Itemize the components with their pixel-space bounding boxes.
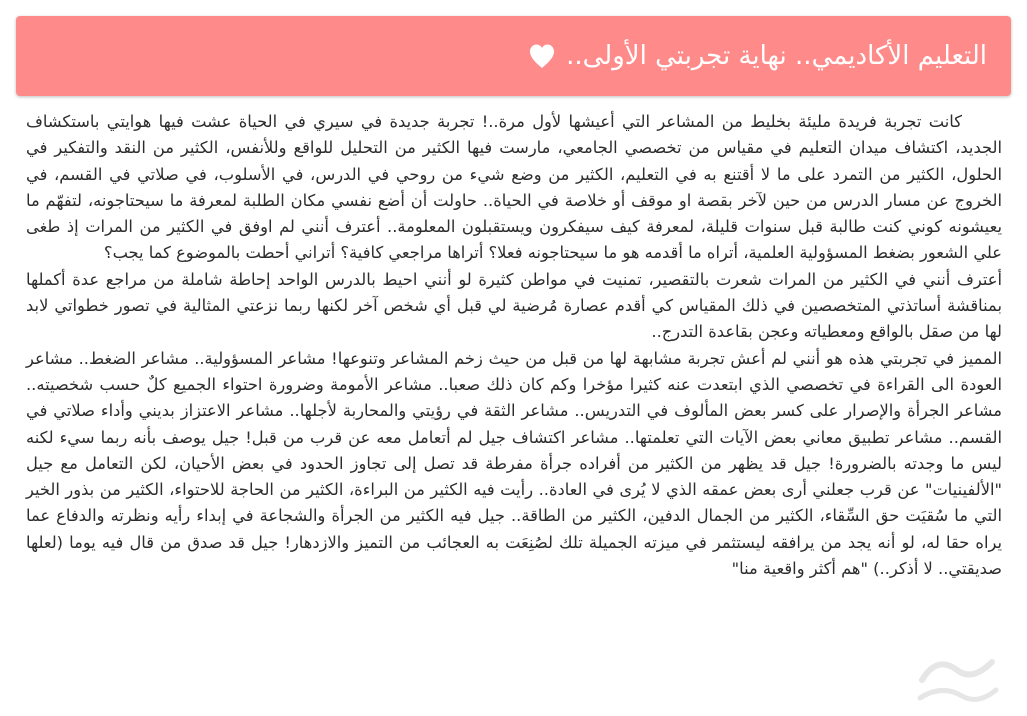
- article-body: [26, 109, 1002, 582]
- heart-icon: [528, 43, 556, 69]
- article-paragraph: كانت تجربة فريدة مليئة بخليط من المشاعر التي أعيشها لأول مرة..! تجربة جديدة في سيري في الحياة عشت فيها هوايتي باستكشاف الجديد، اكتشاف ميدان التعليم في مقياس من تخصصي الجامعي، مارست فيها الكثير من التحليل للواقع وللأنفس، الكثير من النقد والتفكير في الحلول، الكثير من التمرد على ما لا أقتنع به في التعليم، الكثير من وضع شيء من روحي في الدرس، في الأسلوب، في صلاتي في القسم، في الخروج عن مسار الدرس من حين لآخر بقصة او موقف أو خلاصة في الحياة.. حاولت أن أضع نفسي مكان الطلبة لمعرفة ما سيحتاجونه، لتفهّم ما يعيشونه كوني كنت طالبة قبل سنوات قليلة، لمعرفة كيف سيفكرون ويستقبلون المعلومة.. أعترف أنني لم اوفق في الكثير من المرات إذ طغى علي الشعور بضغط المسؤولية العلمية، أتراه ما أقدمه هو ما سيحتاجونه فعلا؟ أتراها مراجعي كافية؟ أتراني أحطت بالموضوع كما يجب؟: [26, 112, 1002, 263]
- article-title: التعليم الأكاديمي.. نهاية تجربتي الأولى..: [566, 41, 987, 71]
- article-paragraph: أعترف أنني في الكثير من المرات شعرت بالتقصير، تمنيت في مواطن كثيرة لو أنني احيط بالدرس الواحد إحاطة شاملة من مراجع عدة أكملها بمناقشة أساتذتي المتخصصين في ذلك المقياس كي أقدم عصارة مُرضية لي قبل أي شخص آخر لكنها ربما نزعتي المثالية في تصور خطواتي لابد لها من صقل بالواقع ومعطياته وعجن بقاعدة التدرج..: [26, 269, 1002, 342]
- article-header: [16, 16, 1011, 96]
- article-paragraph: المميز في تجربتي هذه هو أنني لم أعش تجربة مشابهة لها من قبل من حيث زخم المشاعر وتنوعها! مشاعر المسؤولية.. مشاعر الضغط.. مشاعر العودة الى القراءة في تخصصي الذي ابتعدت عنه كثيرا مؤخرا وكم كان ذلك صعبا.. مشاعر الأمومة وضرورة احتواء الجميع كلٌ حسب شخصيته.. مشاعر الجرأة والإصرار على كسر بعض المألوف في التدريس.. مشاعر الثقة في رؤيتي والمحاربة لأجلها.. مشاعر الاعتزاز بديني وأداء صلاتي في القسم.. مشاعر تطبيق معاني بعض الآيات التي تعلمتها.. مشاعر اكتشاف جيل لم أتعامل معه عن قرب من قبل! جيل يوصف بأنه ربما سيء لكنه ليس ما وجدته بالضرورة! جيل قد يظهر من الكثير من أفراده جرأة مفرطة قد تصل إلى تجاوز الحدود في بعض الأحيان، لكن التعامل مع جيل "الألفينيات" عن قرب جعلني أرى بعض عمقه الذي لا يُرى في العادة.. رأيت فيه الكثير من البراءة، الكثير من الحاجة للاحتواء، الكثير من بذور الخير التي ما سُقيَت حق السِّقاء، الكثير من الجمال الدفين، الكثير من الطاقة.. جيل فيه الكثير من الجرأة والشجاعة في إبداء رأيه ونظرته والدفاع عما يراه حقا له، لو أنه يجد من يرافقه ليستثمر في ميزته الجميلة تلك لصُنِعَت به العجائب من التميز والازدهار! جيل قد صدق من قال فيه يوما (لعلها صديقتي.. لا أذكر..) "هم أكثر واقعية منا": [26, 348, 1002, 579]
- watermark-logo-icon: [912, 650, 1002, 710]
